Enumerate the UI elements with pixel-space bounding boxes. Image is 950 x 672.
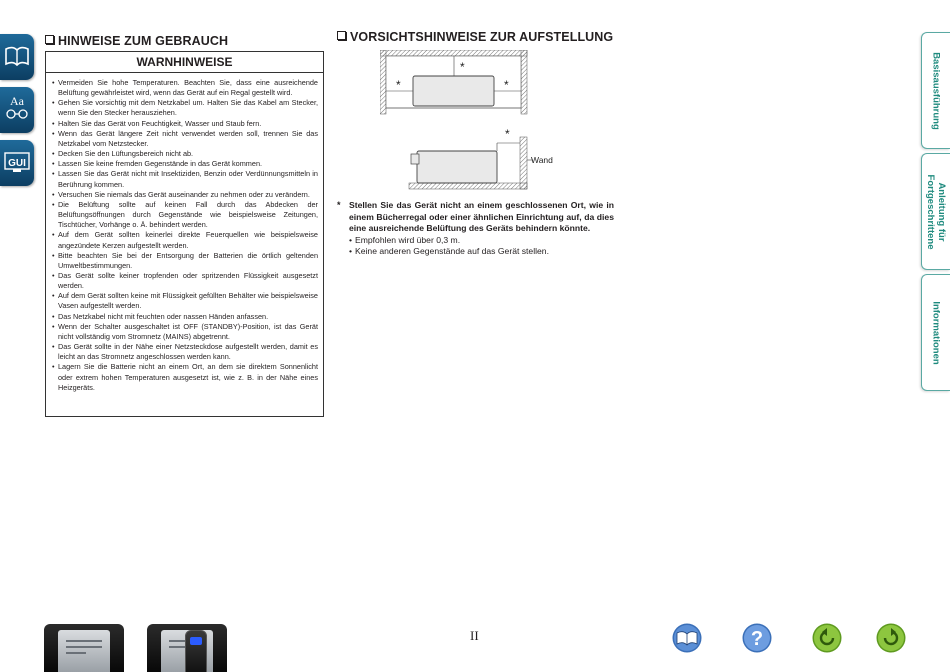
warning-item: • Das Gerät sollte in der Nähe einer Netzsteckdose aufgestellt werden, damit es leicht an das Stromnetz angeschlossen werden kann. xyxy=(52,342,318,362)
tab-gui[interactable] xyxy=(0,140,34,186)
placement-diagram-side xyxy=(405,125,585,193)
book-icon xyxy=(672,623,702,653)
tab-informationen[interactable] xyxy=(921,274,950,391)
checkbox-bullet-icon xyxy=(45,35,54,44)
tab-contents[interactable] xyxy=(0,34,34,80)
device-remote-thumbnail[interactable] xyxy=(147,624,227,672)
tab-label-line1: Anleitung für xyxy=(936,181,947,242)
warning-item: • Bitte beachten Sie bei der Entsorgung der Batterien die örtlich geltenden Umweltbestimmungen. xyxy=(52,251,318,271)
svg-text:*: * xyxy=(504,78,509,92)
warning-box xyxy=(45,51,324,417)
svg-text:Wand: Wand xyxy=(531,155,553,165)
warning-box-title: WARNHINWEISE xyxy=(46,52,323,73)
svg-text:Aa: Aa xyxy=(10,94,24,108)
warning-item: • Gehen Sie vorsichtig mit dem Netzkabel um. Halten Sie das Kabel am Stecker, wenn Sie den Stecker herausziehen. xyxy=(52,98,318,118)
help-button[interactable] xyxy=(742,623,772,653)
text-size-icon xyxy=(4,93,30,123)
svg-text:*: * xyxy=(505,127,510,141)
tab-label: Basisausführung xyxy=(930,51,942,130)
warning-item: • Decken Sie den Lüftungsbereich nicht ab. xyxy=(52,149,318,159)
warning-item: • Auf dem Gerät sollten keinerlei direkte Feuerquellen wie beispielsweise angezündete Kerzen aufgestellt werden. xyxy=(52,230,318,250)
svg-text:*: * xyxy=(396,78,401,92)
section-title-usage: HINWEISE ZUM GEBRAUCH xyxy=(45,34,228,48)
placement-diagram-top xyxy=(380,50,530,116)
warning-item: • Auf dem Gerät sollten keine mit Flüssigkeit gefüllten Behälter wie beispielsweise Vasen aufgestellt werden. xyxy=(52,291,318,311)
tab-basisausfuehrung[interactable] xyxy=(921,32,950,149)
tab-label-line2: Fortgeschrittene xyxy=(925,174,936,249)
contents-button[interactable] xyxy=(672,623,702,653)
warning-item: • Vermeiden Sie hohe Temperaturen. Beachten Sie, dass eine ausreichende Belüftung gewährleistet wird, wenn das Gerät auf ein Regal gestellt wird. xyxy=(52,78,318,98)
note-text: Stellen Sie das Gerät nicht an einem geschlossenen Ort, wie in einem Bücherregal oder einer ähnlichen Einrichtung auf, da dies eine ausreichende Belüftung des Geräts behindern könnte. xyxy=(349,200,614,233)
svg-text:*: * xyxy=(460,60,465,74)
warning-item: • Lagern Sie die Batterie nicht an einem Ort, an dem sie direktem Sonnenlicht oder extrem hohen Temperaturen ausgesetzt ist, wie z. B. in der Nähe eines Heizgeräts. xyxy=(52,362,318,392)
back-icon xyxy=(812,623,842,653)
warning-item: • Die Belüftung sollte auf keinen Fall durch das Abdecken der Belüftungsöffnungen durch Gegenstände wie beispielsweise Zeitungen, Tischtücher, Vorhänge o. Ä. behindert werden. xyxy=(52,200,318,230)
warning-item: • Halten Sie das Gerät von Feuchtigkeit, Wasser und Staub fern. xyxy=(52,119,318,129)
warning-item: • Lassen Sie das Gerät nicht mit Insektiziden, Benzin oder Verdünnungsmitteln in Berührung kommen. xyxy=(52,169,318,189)
help-icon xyxy=(742,623,772,653)
warning-item: • Lassen Sie keine fremden Gegenstände in das Gerät kommen. xyxy=(52,159,318,169)
section-title-setup: VORSICHTSHINWEISE ZUR AUFSTELLUNG xyxy=(337,30,613,44)
warning-item: • Wenn das Gerät längere Zeit nicht verwendet werden soll, trennen Sie das Netzkabel vom Netzstecker. xyxy=(52,129,318,149)
tab-fortgeschrittene[interactable] xyxy=(921,153,950,270)
note-item: • Keine anderen Gegenstände auf das Gerät stellen. xyxy=(349,246,614,258)
warning-item: • Wenn der Schalter ausgeschaltet ist OFF (STANDBY)-Position, ist das Gerät nicht vollständig vom Stromnetz (MAINS) abgetrennt. xyxy=(52,322,318,342)
note-item: • Empfohlen wird über 0,3 m. xyxy=(349,235,614,247)
checkbox-bullet-icon xyxy=(337,31,346,40)
note-list xyxy=(337,235,614,258)
placement-note xyxy=(337,200,614,258)
warning-item: • Das Netzkabel nicht mit feuchten oder nassen Händen anfassen. xyxy=(52,312,318,322)
forward-icon xyxy=(876,623,906,653)
forward-button[interactable] xyxy=(876,623,906,653)
book-icon xyxy=(4,43,30,69)
remote-control xyxy=(185,630,207,672)
device-body xyxy=(58,630,110,672)
svg-text:GUI: GUI xyxy=(8,158,26,169)
warning-item: • Das Gerät sollte keiner tropfenden oder spritzenden Flüssigkeit ausgesetzt werden. xyxy=(52,271,318,291)
warning-list xyxy=(46,73,323,393)
tab-label: Informationen xyxy=(930,300,942,365)
back-button[interactable] xyxy=(812,623,842,653)
warning-item: • Versuchen Sie niemals das Gerät auseinander zu nehmen oder zu verändern. xyxy=(52,190,318,200)
svg-text:?: ? xyxy=(750,628,764,650)
note-asterisk: * xyxy=(337,200,341,210)
device-front-thumbnail[interactable] xyxy=(44,624,124,672)
tab-text-size[interactable] xyxy=(0,87,34,133)
page-number: II xyxy=(470,628,479,643)
tab-label xyxy=(925,174,947,249)
gui-icon xyxy=(4,149,30,175)
